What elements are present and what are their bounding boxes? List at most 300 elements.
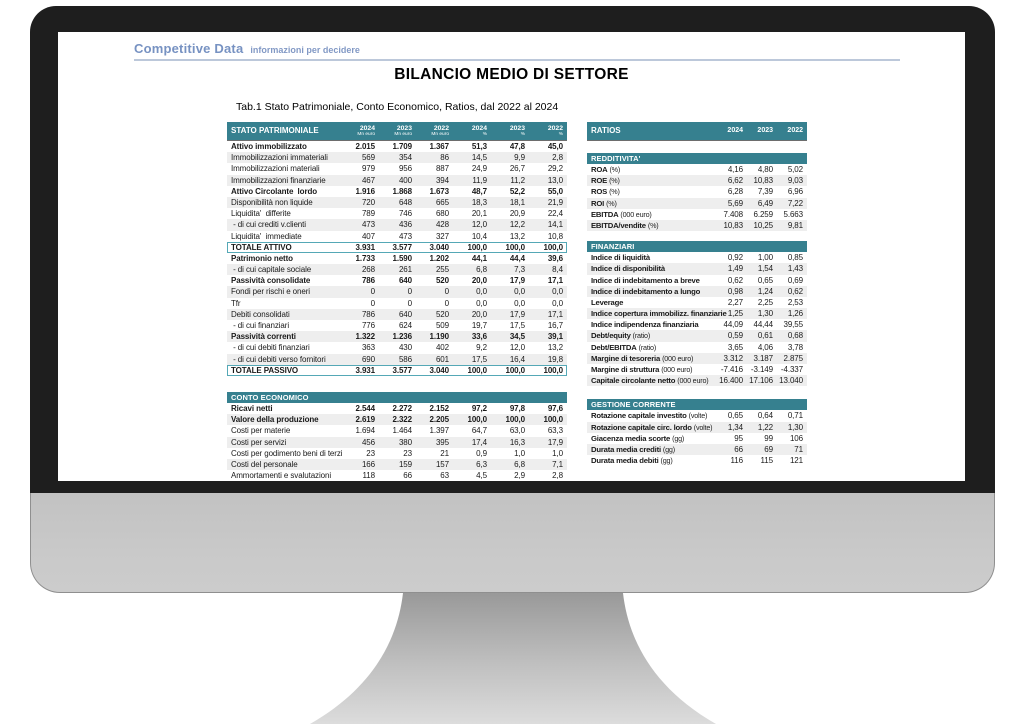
value-cell: 6.259 bbox=[753, 209, 773, 219]
value-cell: 100,0 bbox=[505, 242, 525, 252]
value-cell: 51,3 bbox=[471, 142, 487, 151]
value-cell: 0,0 bbox=[514, 298, 525, 308]
column-unit: % bbox=[520, 132, 525, 137]
value-cell: 10,4 bbox=[471, 231, 487, 241]
table-row bbox=[227, 264, 567, 275]
value-cell: 97,2 bbox=[471, 403, 487, 413]
row-label: - di cui debiti verso fornitori bbox=[231, 354, 326, 364]
table-row bbox=[587, 252, 807, 263]
table-row bbox=[227, 309, 567, 320]
value-cell: 1,34 bbox=[727, 422, 743, 432]
value-cell: 14,1 bbox=[547, 220, 563, 230]
value-cell: 1,24 bbox=[757, 286, 773, 296]
table-row bbox=[227, 286, 567, 297]
row-label: Attivo immobilizzato bbox=[231, 142, 307, 151]
value-cell: 887 bbox=[435, 164, 449, 174]
value-cell: 16,4 bbox=[509, 354, 525, 364]
value-cell: 0 bbox=[444, 287, 449, 297]
value-cell: 10,25 bbox=[753, 220, 773, 230]
redditivita-rows bbox=[587, 164, 807, 231]
value-cell: 640 bbox=[398, 276, 412, 286]
row-label: ROS (%) bbox=[591, 187, 620, 197]
monitor-stand-band bbox=[30, 493, 995, 593]
value-cell: 0,65 bbox=[757, 275, 773, 285]
table-row bbox=[227, 365, 567, 376]
value-cell: 0,59 bbox=[727, 331, 743, 341]
value-cell: 97,8 bbox=[509, 403, 525, 413]
value-cell: 121 bbox=[789, 456, 803, 466]
value-cell: 2.152 bbox=[429, 403, 449, 413]
value-cell: 0,64 bbox=[757, 411, 773, 421]
value-cell: 39,6 bbox=[547, 253, 563, 263]
value-cell: 20,9 bbox=[509, 209, 525, 219]
value-cell: 21,9 bbox=[547, 197, 563, 207]
value-cell: -4.337 bbox=[780, 365, 803, 374]
value-cell: 3.931 bbox=[355, 242, 375, 252]
value-cell: 0,62 bbox=[727, 275, 743, 285]
value-cell: 16,3 bbox=[509, 437, 525, 447]
value-cell: 9,9 bbox=[514, 153, 525, 163]
value-cell: 1,49 bbox=[727, 264, 743, 274]
row-label: - di cui debiti finanziari bbox=[231, 343, 310, 353]
row-label: Fondi per rischi e oneri bbox=[231, 287, 310, 297]
row-label: TOTALE ATTIVO bbox=[231, 242, 292, 252]
value-cell: 0,0 bbox=[476, 298, 487, 308]
value-cell: 601 bbox=[435, 354, 449, 364]
table-row bbox=[227, 219, 567, 230]
value-cell: 7,22 bbox=[787, 198, 803, 208]
value-cell: 1,43 bbox=[787, 264, 803, 274]
row-label: Leverage bbox=[591, 297, 624, 307]
value-cell: 327 bbox=[435, 231, 449, 241]
table-row bbox=[587, 220, 807, 231]
balance-table-title: STATO PATRIMONIALE bbox=[231, 126, 319, 135]
value-cell: 1,0 bbox=[514, 448, 525, 458]
value-cell: 665 bbox=[435, 197, 449, 207]
value-cell: 55,0 bbox=[547, 186, 563, 196]
value-cell: 5.663 bbox=[783, 209, 803, 219]
table-row bbox=[227, 403, 567, 414]
row-label: Debiti consolidati bbox=[231, 309, 290, 319]
table-row bbox=[227, 163, 567, 174]
column-header bbox=[529, 122, 567, 140]
value-cell: 69 bbox=[764, 444, 773, 454]
ratios-table bbox=[587, 122, 807, 466]
table-row bbox=[227, 342, 567, 353]
value-cell: 9,03 bbox=[787, 176, 803, 186]
table-row bbox=[227, 470, 567, 481]
value-cell: 10,83 bbox=[753, 176, 773, 186]
value-cell: 436 bbox=[398, 220, 412, 230]
monitor-screen bbox=[58, 32, 965, 481]
value-cell: 509 bbox=[435, 321, 449, 330]
value-cell: 100,0 bbox=[467, 365, 487, 375]
table-row bbox=[227, 208, 567, 219]
value-cell: 18,3 bbox=[471, 197, 487, 207]
value-cell: 680 bbox=[435, 209, 449, 219]
table-row bbox=[587, 410, 807, 421]
value-cell: 44,44 bbox=[753, 320, 773, 330]
table-row bbox=[227, 152, 567, 163]
section-header-finanziari: FINANZIARI bbox=[587, 241, 807, 252]
value-cell: 16,7 bbox=[547, 321, 563, 330]
balance-rows bbox=[227, 141, 567, 376]
value-cell: 14,5 bbox=[471, 153, 487, 163]
value-cell: 33,6 bbox=[471, 332, 487, 342]
value-cell: 157 bbox=[435, 459, 449, 469]
value-cell: 100,0 bbox=[505, 365, 525, 375]
row-label: Giacenza media scorte (gg) bbox=[591, 433, 685, 443]
value-cell: 1.236 bbox=[392, 332, 412, 342]
column-year: 2022 bbox=[433, 124, 449, 132]
value-cell: 63,0 bbox=[509, 426, 525, 436]
value-cell: 99 bbox=[764, 433, 773, 443]
row-label: Passività consolidate bbox=[231, 276, 311, 286]
value-cell: 1,26 bbox=[787, 309, 803, 319]
row-label: Rotazione capitale circ. lordo (volte) bbox=[591, 422, 713, 432]
value-cell: 17,9 bbox=[509, 309, 525, 319]
brand-name: Competitive Data bbox=[134, 41, 244, 56]
row-label: Margine di tesoreria (000 euro) bbox=[591, 353, 694, 363]
value-cell: 363 bbox=[361, 343, 375, 353]
value-cell: 428 bbox=[435, 220, 449, 230]
value-cell: 3,65 bbox=[727, 342, 743, 352]
value-cell: 1.694 bbox=[355, 426, 375, 436]
value-cell: 2.272 bbox=[392, 403, 412, 413]
row-label: Debt/equity (ratio) bbox=[591, 331, 651, 341]
row-label: Debt/EBITDA (ratio) bbox=[591, 342, 657, 352]
value-cell: 0,0 bbox=[552, 298, 563, 308]
row-label: Capitale circolante netto (000 euro) bbox=[591, 376, 709, 386]
value-cell: 26,7 bbox=[509, 164, 525, 174]
value-cell: 2.205 bbox=[429, 415, 449, 425]
value-cell: 23 bbox=[366, 448, 375, 458]
monitor-stand-neck bbox=[0, 592, 1024, 724]
value-cell: 380 bbox=[398, 437, 412, 447]
table-row bbox=[587, 175, 807, 186]
value-cell: 0,85 bbox=[787, 253, 803, 263]
value-cell: 0,68 bbox=[787, 331, 803, 341]
value-cell: 17,9 bbox=[509, 276, 525, 286]
table-row bbox=[227, 253, 567, 264]
value-cell: 586 bbox=[398, 354, 412, 364]
value-cell: 1,25 bbox=[727, 309, 743, 319]
value-cell: 39,1 bbox=[547, 332, 563, 342]
table-row bbox=[587, 319, 807, 330]
column-year: 2024 bbox=[727, 127, 743, 134]
value-cell: 18,1 bbox=[509, 197, 525, 207]
table-row bbox=[227, 331, 567, 342]
value-cell: 2.619 bbox=[355, 415, 375, 425]
value-cell: 5,02 bbox=[787, 165, 803, 174]
table-row bbox=[587, 308, 807, 319]
value-cell: 0,0 bbox=[514, 287, 525, 297]
row-label: Rotazione capitale investito (volte) bbox=[591, 411, 708, 421]
value-cell: 3.577 bbox=[392, 242, 412, 252]
table-row bbox=[587, 286, 807, 297]
value-cell: 166 bbox=[361, 459, 375, 469]
row-label: Indice indipendenza finanziaria bbox=[591, 320, 699, 330]
value-cell: 1.322 bbox=[355, 332, 375, 342]
value-cell: 2,9 bbox=[514, 471, 525, 481]
value-cell: 2,8 bbox=[552, 471, 563, 481]
value-cell: 0,69 bbox=[787, 275, 803, 285]
value-cell: 29,2 bbox=[547, 164, 563, 174]
value-cell: 0,62 bbox=[787, 286, 803, 296]
brand-tagline: informazioni per decidere bbox=[250, 45, 360, 55]
row-label: Liquidita' differite bbox=[231, 209, 291, 219]
table-row bbox=[587, 330, 807, 341]
value-cell: 95 bbox=[734, 433, 743, 443]
row-label: ROI (%) bbox=[591, 198, 617, 208]
value-cell: 1.397 bbox=[429, 426, 449, 436]
value-cell: 7,3 bbox=[514, 265, 525, 275]
row-label: Patrimonio netto bbox=[231, 253, 293, 263]
value-cell: 116 bbox=[730, 456, 743, 466]
value-cell: 5,69 bbox=[727, 198, 743, 208]
value-cell: 1.868 bbox=[392, 186, 412, 196]
value-cell: 2,27 bbox=[727, 297, 743, 307]
row-label: Ammortamenti e svalutazioni bbox=[231, 471, 332, 481]
value-cell: 97,6 bbox=[547, 403, 563, 413]
value-cell: 1.916 bbox=[355, 186, 375, 196]
value-cell: 106 bbox=[789, 433, 803, 443]
value-cell: 1.464 bbox=[392, 426, 412, 436]
value-cell: 9,2 bbox=[476, 343, 487, 353]
section-header-redditivita: REDDITIVITA' bbox=[587, 153, 807, 164]
balance-table-header bbox=[227, 122, 567, 141]
table-row bbox=[227, 175, 567, 186]
table-row bbox=[227, 186, 567, 197]
column-year: 2023 bbox=[757, 127, 773, 134]
value-cell: 1.733 bbox=[355, 253, 375, 263]
column-header bbox=[379, 122, 416, 140]
column-unit: % bbox=[558, 132, 563, 137]
value-cell: 17,9 bbox=[547, 437, 563, 447]
table-row bbox=[227, 320, 567, 331]
value-cell: 255 bbox=[435, 265, 449, 275]
value-cell: 19,7 bbox=[471, 321, 487, 330]
value-cell: 118 bbox=[362, 471, 375, 481]
table-caption: Tab.1 Stato Patrimoniale, Conto Economico, Ratios, dal 2022 al 2024 bbox=[236, 101, 559, 113]
value-cell: 12,2 bbox=[509, 220, 525, 230]
value-cell: 16.400 bbox=[719, 376, 743, 386]
value-cell: 1,30 bbox=[757, 309, 773, 319]
column-header bbox=[777, 122, 807, 140]
table-row bbox=[587, 364, 807, 375]
row-label: TOTALE PASSIVO bbox=[231, 365, 299, 375]
table-row bbox=[227, 437, 567, 448]
value-cell: 746 bbox=[398, 209, 412, 219]
value-cell: 4,5 bbox=[476, 471, 487, 481]
value-cell: 640 bbox=[398, 309, 412, 319]
value-cell: 44,1 bbox=[471, 253, 487, 263]
value-cell: 100,0 bbox=[505, 415, 525, 425]
value-cell: 0 bbox=[407, 298, 412, 308]
value-cell: 0,61 bbox=[757, 331, 773, 341]
value-cell: 0,0 bbox=[552, 287, 563, 297]
value-cell: 12,0 bbox=[509, 343, 525, 353]
row-label: Ricavi netti bbox=[231, 403, 273, 413]
value-cell: 8,4 bbox=[552, 265, 563, 275]
value-cell: 63,3 bbox=[547, 426, 563, 436]
value-cell: 1,30 bbox=[787, 422, 803, 432]
value-cell: 11,2 bbox=[510, 175, 525, 185]
value-cell: 17.106 bbox=[749, 376, 773, 386]
value-cell: 71 bbox=[794, 444, 803, 454]
table-row bbox=[587, 209, 807, 220]
table-row bbox=[227, 459, 567, 470]
value-cell: 0,98 bbox=[727, 286, 743, 296]
value-cell: 0 bbox=[444, 298, 449, 308]
value-cell: 17,1 bbox=[547, 276, 563, 286]
column-year: 2024 bbox=[471, 124, 487, 132]
value-cell: 624 bbox=[398, 321, 412, 330]
table-row bbox=[227, 298, 567, 309]
value-cell: 690 bbox=[361, 354, 375, 364]
value-cell: 2,25 bbox=[757, 297, 773, 307]
row-label: EBITDA/vendite (%) bbox=[591, 220, 659, 230]
value-cell: 63 bbox=[440, 471, 449, 481]
value-cell: 2.875 bbox=[783, 353, 803, 363]
row-label: Disponibilità non liquide bbox=[231, 197, 313, 207]
row-label: Costi per godimento beni di terzi bbox=[231, 448, 343, 458]
row-label: - di cui capitale sociale bbox=[231, 265, 312, 275]
table-row bbox=[587, 422, 807, 433]
value-cell: 2.015 bbox=[355, 142, 375, 151]
value-cell: 4,06 bbox=[757, 342, 773, 352]
table-row bbox=[587, 433, 807, 444]
ratios-table-title: RATIOS bbox=[591, 126, 621, 135]
income-rows bbox=[227, 403, 567, 481]
table-row bbox=[587, 297, 807, 308]
value-cell: 39,55 bbox=[783, 320, 803, 330]
finanziari-rows bbox=[587, 252, 807, 386]
value-cell: 24,9 bbox=[471, 164, 487, 174]
value-cell: 789 bbox=[361, 209, 375, 219]
row-label: EBITDA (000 euro) bbox=[591, 209, 652, 219]
table-row bbox=[227, 425, 567, 436]
column-header bbox=[342, 122, 379, 140]
value-cell: 22,4 bbox=[547, 209, 563, 219]
value-cell: 0 bbox=[370, 298, 375, 308]
table-row bbox=[227, 242, 567, 253]
value-cell: 979 bbox=[361, 164, 375, 174]
row-label: ROA (%) bbox=[591, 165, 621, 174]
row-label: Indice di liquidità bbox=[591, 253, 650, 263]
value-cell: 100,0 bbox=[543, 415, 563, 425]
value-cell: 10,83 bbox=[723, 220, 743, 230]
table-row bbox=[587, 455, 807, 466]
row-label: Immobilizzazioni finanziarie bbox=[231, 175, 326, 185]
value-cell: 407 bbox=[361, 231, 375, 241]
value-cell: 9,81 bbox=[787, 220, 803, 230]
value-cell: 17,5 bbox=[509, 321, 525, 330]
table-row bbox=[587, 353, 807, 364]
value-cell: 20,0 bbox=[471, 276, 487, 286]
row-label: Indice copertura immobilizz. finanziarie bbox=[591, 309, 727, 319]
value-cell: 100,0 bbox=[467, 242, 487, 252]
brand-logo bbox=[134, 40, 360, 58]
value-cell: 3.931 bbox=[355, 365, 375, 375]
value-cell: 2,8 bbox=[552, 153, 563, 163]
value-cell: 64,7 bbox=[471, 426, 487, 436]
value-cell: 48,7 bbox=[471, 186, 487, 196]
value-cell: 520 bbox=[435, 309, 449, 319]
row-label: - di cui crediti v.clienti bbox=[231, 220, 306, 230]
income-table-header: CONTO ECONOMICO bbox=[227, 392, 567, 403]
value-cell: 7.408 bbox=[723, 209, 743, 219]
column-unit: Mn euro bbox=[394, 132, 412, 137]
value-cell: 45,0 bbox=[547, 142, 563, 151]
value-cell: 3.312 bbox=[723, 353, 743, 363]
value-cell: 20,1 bbox=[471, 209, 487, 219]
value-cell: 354 bbox=[398, 153, 412, 163]
value-cell: 66 bbox=[403, 471, 412, 481]
value-cell: 6,8 bbox=[476, 265, 487, 275]
ratios-table-header bbox=[587, 122, 807, 141]
value-cell: 395 bbox=[435, 437, 449, 447]
column-year: 2022 bbox=[787, 127, 803, 134]
logo-underline bbox=[134, 59, 900, 61]
table-row bbox=[227, 275, 567, 286]
column-header bbox=[416, 122, 453, 140]
value-cell: 7,1 bbox=[552, 459, 563, 469]
value-cell: 159 bbox=[398, 459, 412, 469]
row-label: Costi per servizi bbox=[231, 437, 287, 447]
value-cell: 473 bbox=[361, 220, 375, 230]
value-cell: -3.149 bbox=[750, 365, 773, 374]
value-cell: 17,1 bbox=[547, 309, 563, 319]
value-cell: 0,92 bbox=[727, 253, 743, 263]
value-cell: 19,8 bbox=[547, 354, 563, 364]
value-cell: 4,16 bbox=[727, 165, 743, 174]
value-cell: 100,0 bbox=[543, 242, 563, 252]
row-label: Costi del personale bbox=[231, 459, 298, 469]
value-cell: 1,54 bbox=[757, 264, 773, 274]
row-label: Passività correnti bbox=[231, 332, 296, 342]
value-cell: 6,96 bbox=[787, 187, 803, 197]
value-cell: 400 bbox=[398, 175, 412, 185]
gestione-corrente-rows bbox=[587, 410, 807, 466]
row-label: Tfr bbox=[231, 298, 241, 308]
column-year: 2023 bbox=[509, 124, 525, 132]
table-row bbox=[227, 448, 567, 459]
value-cell: 13.040 bbox=[779, 376, 803, 386]
row-label: Costi per materie bbox=[231, 426, 291, 436]
table-row bbox=[587, 198, 807, 209]
value-cell: 1.202 bbox=[429, 253, 449, 263]
column-unit: Mn euro bbox=[357, 132, 375, 137]
value-cell: 3.040 bbox=[429, 242, 449, 252]
value-cell: 261 bbox=[398, 265, 412, 275]
table-row bbox=[587, 444, 807, 455]
column-year: 2023 bbox=[396, 124, 412, 132]
value-cell: 3.577 bbox=[392, 365, 412, 375]
table-row bbox=[227, 141, 567, 152]
value-cell: 23 bbox=[403, 448, 412, 458]
value-cell: 520 bbox=[435, 276, 449, 286]
column-year: 2024 bbox=[359, 124, 375, 132]
value-cell: 569 bbox=[361, 153, 375, 163]
column-header bbox=[717, 122, 747, 140]
value-cell: 21 bbox=[440, 448, 449, 458]
row-label: Indice di disponibilità bbox=[591, 264, 665, 274]
value-cell: 6,28 bbox=[727, 187, 743, 197]
value-cell: 786 bbox=[361, 309, 375, 319]
value-cell: 0 bbox=[370, 287, 375, 297]
value-cell: 720 bbox=[361, 197, 375, 207]
